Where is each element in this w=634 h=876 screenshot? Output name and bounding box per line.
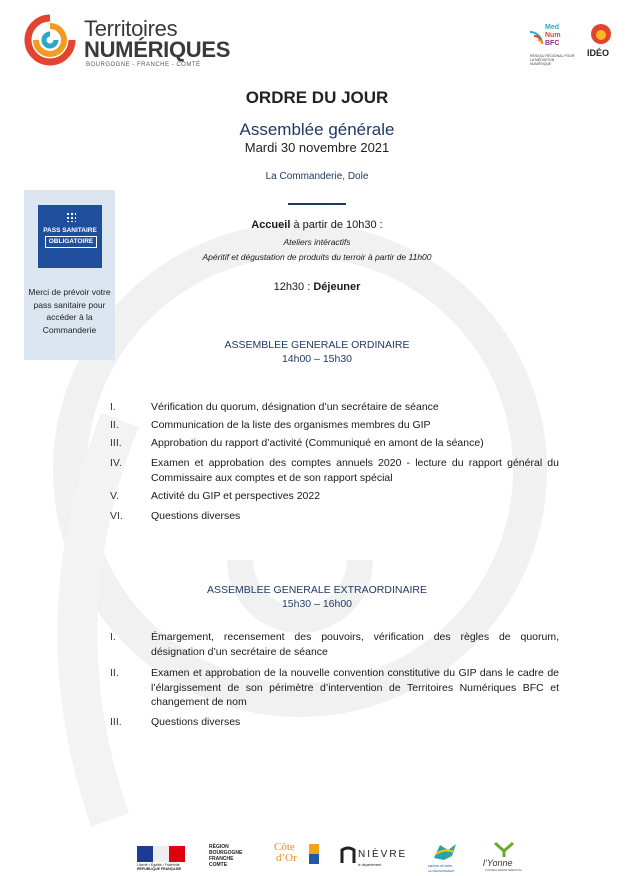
activity-workshops: Ateliers intéractifs	[283, 237, 351, 247]
item-number: V.	[110, 490, 119, 502]
item-text: Approbation du rapport d’activité (Communiqué en amont de la séance)	[151, 437, 484, 449]
cote-dor-logo	[274, 842, 324, 872]
cotedor-mark-icon	[309, 844, 319, 864]
yonne-subtitle: CONSEIL DÉPARTEMENTAL	[485, 868, 523, 872]
logo-line3: BOURGOGNE - FRANCHE - COMTÉ	[86, 62, 201, 68]
pass-sanitaire-box	[24, 190, 115, 360]
accueil-time: à partir de 10h30 :	[290, 219, 383, 231]
region-line3: FRANCHE	[209, 856, 234, 862]
item-number: III.	[110, 437, 122, 449]
yonne-y-icon	[493, 842, 515, 858]
item-number: IV.	[110, 457, 122, 469]
accueil-label: Accueil	[251, 219, 291, 231]
item-number: II.	[110, 667, 119, 679]
saone-et-loire-map-icon	[430, 842, 460, 862]
item-text: Vérification du quorum, désignation d’un secrétaire de séance	[151, 401, 439, 413]
logo-line2: NUMÉRIQUES	[84, 37, 231, 62]
item-text: Questions diverses	[151, 510, 241, 522]
yonne-text: l’Yonne	[483, 858, 513, 868]
logo-line1: Territoires	[84, 16, 178, 41]
item-text: Examen et approbation de la nouvelle convention constitutive du GIP dans le cadre de l’élargissement de son périmètre d’intervention de Territoires Numériques BFC et changement de nom	[151, 667, 559, 708]
mednum-num: Num	[545, 32, 561, 39]
item-text: Émargement, recensement des pouvoirs, vérification des règles de quorum, désignation d’un secrétaire de séance	[151, 631, 559, 658]
territoires-numeriques-logo	[22, 12, 231, 72]
ordinary-agenda-list	[110, 400, 560, 530]
item-text: Activité du GIP et perspectives 2022	[151, 490, 321, 502]
rf-motto: Liberté • Égalité • Fraternité	[137, 863, 180, 867]
activity-tasting: Apéritif et dégustation de produits du terroir à partir de 11h00	[202, 252, 432, 262]
ideo-drop-icon	[589, 22, 613, 46]
pass-line1: PASS SANITAIRE	[43, 227, 97, 234]
nievre-n-icon	[340, 846, 356, 864]
flag-red-band	[169, 846, 185, 862]
pass-line2: OBLIGATOIRE	[45, 236, 97, 248]
item-text: Communication de la liste des organismes membres du GIP	[151, 419, 431, 431]
flag-white-band	[153, 846, 169, 862]
lunch-label: Déjeuner	[313, 281, 361, 293]
region-line1: RÉGION	[209, 844, 229, 850]
saone-text: saône-et-loire	[428, 863, 453, 868]
pass-note: Merci de prévoir votre pass sanitaire pour accéder à la Commanderie	[28, 287, 111, 335]
item-text: Questions diverses	[151, 716, 241, 728]
item-text: Examen et approbation des comptes annuels 2020 - lecture du rapport général du Commissaire aux comptes et de son rapport spécial	[151, 457, 559, 484]
event-place: La Commanderie, Dole	[265, 171, 369, 182]
cotedor-line2: d’Or	[276, 852, 297, 864]
item-number: I.	[110, 401, 116, 413]
yonne-logo	[483, 842, 523, 872]
region-line4: COMTE	[209, 862, 228, 868]
title-divider	[288, 203, 346, 205]
nievre-text: NIÈVRE	[358, 849, 408, 860]
mednum-waves-icon	[528, 26, 544, 46]
mednum-med: Med	[545, 24, 559, 31]
ideo-logo	[584, 22, 620, 62]
pass-sanitaire-badge	[38, 205, 102, 268]
ordinary-title: ASSEMBLEE GENERALE ORDINAIRE	[224, 339, 410, 351]
qr-code-icon	[65, 211, 76, 222]
mednum-subtitle: RÉSEAU RÉGIONAL POUR LA MÉDIATION NUMÉRIQUE	[530, 54, 575, 66]
extraordinary-agenda-list	[110, 630, 560, 740]
item-number: VI.	[110, 510, 123, 522]
logo-swirl-icon	[22, 12, 78, 68]
ordinary-time: 14h00 – 15h30	[281, 353, 353, 365]
rf-name: RÉPUBLIQUE FRANÇAISE	[137, 867, 182, 871]
mednum-bfc: BFC	[545, 40, 560, 47]
mednum-logo	[528, 24, 578, 64]
item-number: I.	[110, 631, 116, 643]
saone-subtitle: LE DÉPARTEMENT	[428, 869, 455, 873]
lunch-time: 12h30 :	[273, 281, 314, 293]
region-line2: BOURGOGNE	[209, 850, 243, 856]
extraordinary-time: 15h30 – 16h00	[281, 598, 353, 610]
ideo-text: IDÉO	[587, 48, 610, 58]
nievre-subtitle: le département	[358, 863, 382, 867]
saone-et-loire-logo	[428, 842, 468, 872]
extraordinary-title: ASSEMBLEE GENERALE EXTRAORDINAIRE	[207, 584, 427, 596]
item-number: III.	[110, 716, 122, 728]
event-subtitle: Assemblée générale	[239, 120, 395, 139]
event-date: Mardi 30 novembre 2021	[244, 140, 390, 155]
item-number: II.	[110, 419, 119, 431]
cotedor-line1: Côte	[274, 841, 295, 853]
flag-blue-band	[137, 846, 153, 862]
region-bfc-logo	[209, 842, 249, 872]
nievre-logo	[340, 842, 410, 872]
republique-francaise-logo	[137, 842, 187, 872]
page-title: ORDRE DU JOUR	[245, 88, 389, 107]
